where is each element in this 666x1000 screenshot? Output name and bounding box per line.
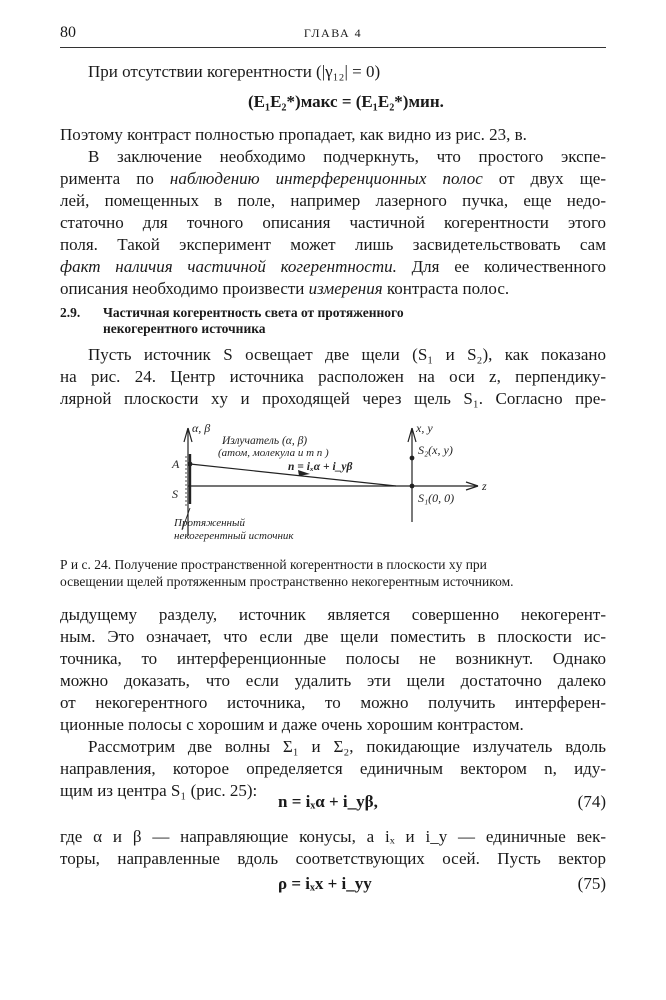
p4-line-1: дыдущему разделу, источник является совершенно некогерент- (60, 605, 606, 624)
label-a: A (172, 457, 180, 471)
p2-line-7-emphasis: измерения (308, 279, 383, 298)
figure-24 (160, 418, 510, 553)
label-s2: S₂(x, y) (418, 443, 453, 457)
p2-line-7a: описания необходимо произвести (60, 279, 309, 298)
p5-line-2: направления, которое определяется единичным вектором n, иду- (60, 759, 606, 778)
p4-line-2: ным. Это означает, что если две щели поместить в плоскости ис- (60, 627, 606, 646)
equation-75-body: ρ = iₓx + i_yy (278, 874, 372, 893)
equation-74-number: (74) (577, 792, 606, 811)
paragraph-4 (60, 604, 606, 736)
p2-line-7c: контраста полос. (382, 279, 510, 298)
label-extended-source: Протяженный (174, 517, 245, 529)
paragraph-1 (60, 124, 606, 146)
p6-line-2: торы, направленные вдоль соответствующих осей. Пусть вектор (60, 849, 606, 868)
p2-line-2a: римента по (60, 169, 170, 188)
figure-24-diagram (160, 418, 510, 548)
page-header (60, 24, 606, 48)
p2-line-7 (60, 278, 606, 300)
label-s: S (172, 487, 178, 501)
label-xy: x, y (416, 421, 433, 435)
caption-line-2: освещении щелей протяженным пространственно некогерентным источником. (60, 574, 514, 589)
p2-line-2 (60, 168, 606, 190)
page-number: 80 (60, 24, 76, 41)
equation-74 (60, 792, 606, 818)
label-vector-n: n = iₓα + i_yβ (288, 461, 353, 473)
p2-line-6b: Для ее количественного (396, 257, 607, 276)
p3-line-1: Пусть источник S освещает две щели (S₁ и S₂), как показано (88, 345, 606, 364)
p2-line-2c: от двух ще- (482, 169, 607, 188)
label-z: z (482, 479, 487, 493)
p2-line-4: статочно для точного описания частичной когерентности этого (60, 213, 606, 232)
p5-line-3: щим из центра S₁ (рис. 25): (60, 781, 258, 800)
label-s1: S₁(0, 0) (418, 491, 455, 505)
p2-line-1: В заключение необходимо подчеркнуть, что простого экспе- (88, 147, 606, 166)
equation-contrast: (E₁E₂*)макс = (E₁E₂*)мин. (248, 92, 444, 111)
label-incoherent-source: некогерентный источник (174, 530, 294, 542)
paragraph-6 (60, 826, 606, 870)
label-emitter-detail: (атом, молекула и т п ) (218, 447, 329, 459)
section-title-line-1: Частичная когерентность света от протяженного (103, 305, 404, 320)
z-axis-arrow-bottom (466, 486, 478, 490)
p5-line-1: Рассмотрим две волны Σ₁ и Σ₂, покидающие излучатель вдоль (88, 737, 606, 756)
p6-line-1: где α и β — направляющие конусы, а iₓ и i_y — единичные век- (60, 827, 606, 846)
p3-line-2: на рис. 24. Центр источника расположен на оси z, перпендику- (60, 367, 606, 386)
equation-75-number: (75) (577, 874, 606, 893)
figure-24-caption (60, 556, 606, 590)
p3-line-3: лярной плоскости xy и проходящей через щель S₁. Согласно пре- (60, 389, 606, 408)
label-emitter: Излучатель (α, β) (222, 435, 308, 447)
equation-75 (60, 874, 606, 900)
equation-74-body: n = iₓα + i_yβ, (278, 792, 378, 811)
z-axis-arrow-top (466, 482, 478, 486)
header-rule (60, 47, 606, 48)
p1-line-1: Поэтому контраст полностью пропадает, как видно из рис. 23, в. (60, 125, 527, 144)
source-axis-arrow-left (184, 428, 188, 442)
chapter-title: ГЛАВА 4 (303, 26, 363, 40)
p2-line-6 (60, 256, 606, 278)
paragraph-2 (60, 146, 606, 300)
label-alpha-beta: α, β (192, 421, 211, 435)
emitter-point-a (188, 462, 193, 467)
p2-line-5: поля. Такой эксперимент может лишь засвидетельствовать сам (60, 235, 606, 254)
section-number: 2.9. (60, 305, 81, 320)
paragraph-3 (60, 344, 606, 410)
p2-line-3: лей, помещенных в поле, например лазерного пучка, еще недо- (60, 191, 606, 210)
p2-line-2-emphasis: наблюдению интерференционных полос (169, 169, 483, 188)
p4-line-4: можно доказать, что если удалить эти щели достаточно далеко (60, 671, 606, 690)
section-title-line-2: некогерентного источника (103, 321, 266, 336)
slit-s2-point (410, 456, 415, 461)
slit-s1-point (410, 484, 415, 489)
p4-line-6: ционные полосы с хорошим и даже очень хорошим контрастом. (60, 715, 524, 734)
coherence-condition: При отсутствии когерентности (|γ₁₂| = 0) (88, 62, 381, 81)
p2-line-6-emphasis: факт наличия частичной когерентности. (60, 257, 397, 276)
caption-line-1: Р и с. 24. Получение пространственной когерентности в плоскости xy при (60, 557, 487, 572)
p4-line-5: от некогерентного источника, то можно получить интерферен- (60, 693, 606, 712)
p4-line-3: точника, то интерференционные полосы не возникнут. Однако (60, 649, 606, 668)
